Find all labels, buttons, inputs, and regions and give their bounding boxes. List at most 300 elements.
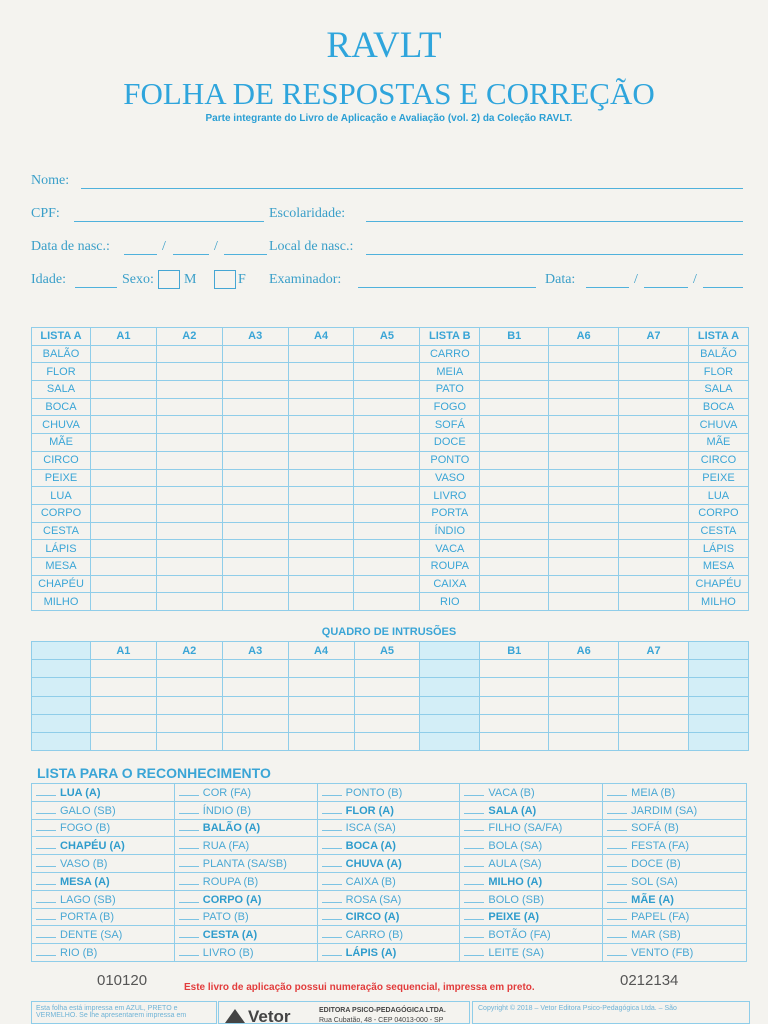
lista-b-word: RIO — [420, 593, 480, 611]
response-cell[interactable] — [354, 363, 420, 381]
recognition-item[interactable] — [32, 855, 175, 873]
response-cell[interactable] — [549, 487, 619, 505]
response-cell[interactable] — [156, 363, 222, 381]
recognition-item[interactable] — [32, 944, 175, 962]
response-cell[interactable] — [480, 363, 549, 381]
response-cell[interactable] — [480, 434, 549, 452]
response-cell[interactable] — [354, 487, 420, 505]
response-cell[interactable] — [90, 381, 156, 399]
response-cell[interactable] — [354, 434, 420, 452]
response-cell[interactable] — [222, 416, 288, 434]
response-cell[interactable] — [222, 593, 288, 611]
publisher-address: Rua Cubatão, 48 - CEP 04013-000 - SP — [319, 1017, 444, 1024]
response-cell[interactable] — [619, 504, 689, 522]
recognition-item[interactable] — [174, 801, 317, 819]
intrusion-cell[interactable] — [619, 714, 689, 732]
recognition-item[interactable] — [174, 855, 317, 873]
intrusion-cell[interactable] — [549, 714, 619, 732]
idade-field[interactable] — [75, 287, 117, 288]
recognition-item[interactable] — [460, 872, 603, 890]
response-cell[interactable] — [549, 416, 619, 434]
answer-blank[interactable] — [179, 910, 199, 920]
recognition-item[interactable] — [317, 944, 460, 962]
response-cell[interactable] — [619, 575, 689, 593]
recognition-item[interactable] — [32, 819, 175, 837]
recognition-word: BOLA (SA) — [488, 840, 543, 853]
recognition-item[interactable] — [603, 801, 747, 819]
recognition-item[interactable] — [460, 855, 603, 873]
response-cell[interactable] — [90, 345, 156, 363]
response-cell[interactable] — [222, 451, 288, 469]
recognition-title: LISTA PARA O RECONHECIMENTO — [37, 765, 271, 781]
intrusion-cell[interactable] — [619, 660, 689, 678]
recognition-item[interactable] — [174, 944, 317, 962]
recognition-item[interactable] — [460, 819, 603, 837]
response-cell[interactable] — [222, 557, 288, 575]
response-cell[interactable] — [354, 522, 420, 540]
answer-blank[interactable] — [322, 910, 342, 920]
answer-blank[interactable] — [36, 786, 56, 796]
answer-blank[interactable] — [179, 857, 199, 867]
response-cell[interactable] — [354, 593, 420, 611]
recognition-word: FLOR (A) — [345, 804, 394, 817]
recognition-word: PATO (B) — [202, 911, 249, 924]
answer-blank[interactable] — [179, 786, 199, 796]
intrusion-cell[interactable] — [549, 660, 619, 678]
response-cell[interactable] — [156, 487, 222, 505]
answer-blank[interactable] — [322, 804, 342, 814]
response-cell[interactable] — [480, 593, 549, 611]
response-cell[interactable] — [549, 381, 619, 399]
response-cell[interactable] — [288, 557, 354, 575]
intrusion-cell[interactable] — [156, 696, 222, 714]
answer-blank[interactable] — [322, 946, 342, 956]
answer-blank[interactable] — [464, 821, 484, 831]
answer-blank[interactable] — [322, 928, 342, 938]
response-cell[interactable] — [619, 451, 689, 469]
answer-blank[interactable] — [322, 893, 342, 903]
recognition-item[interactable] — [317, 908, 460, 926]
response-cell[interactable] — [222, 504, 288, 522]
response-cell[interactable] — [288, 593, 354, 611]
answer-blank[interactable] — [322, 839, 342, 849]
intrusion-cell[interactable] — [90, 678, 156, 696]
response-cell[interactable] — [549, 540, 619, 558]
answer-blank[interactable] — [607, 786, 627, 796]
recognition-item[interactable] — [174, 926, 317, 944]
response-cell[interactable] — [619, 469, 689, 487]
response-cell[interactable] — [288, 522, 354, 540]
response-cell[interactable] — [156, 381, 222, 399]
response-cell[interactable] — [480, 381, 549, 399]
recognition-item[interactable] — [317, 784, 460, 802]
response-cell[interactable] — [480, 557, 549, 575]
response-cell[interactable] — [288, 434, 354, 452]
response-cell[interactable] — [549, 504, 619, 522]
answer-blank[interactable] — [464, 839, 484, 849]
recognition-item[interactable] — [32, 926, 175, 944]
recognition-item[interactable] — [460, 926, 603, 944]
answer-blank[interactable] — [36, 893, 56, 903]
answer-blank[interactable] — [36, 857, 56, 867]
response-cell[interactable] — [90, 469, 156, 487]
recognition-item[interactable] — [32, 890, 175, 908]
intrusion-cell[interactable] — [549, 678, 619, 696]
intrusion-cell[interactable] — [549, 696, 619, 714]
response-cell[interactable] — [549, 363, 619, 381]
recognition-item[interactable] — [317, 890, 460, 908]
response-cell[interactable] — [156, 416, 222, 434]
response-cell[interactable] — [288, 381, 354, 399]
answer-blank[interactable] — [179, 804, 199, 814]
response-cell[interactable] — [480, 540, 549, 558]
intrusion-cell[interactable] — [288, 696, 354, 714]
answer-blank[interactable] — [464, 875, 484, 885]
response-cell[interactable] — [90, 487, 156, 505]
answer-blank[interactable] — [36, 839, 56, 849]
response-cell[interactable] — [90, 504, 156, 522]
data-nasc-month-field[interactable] — [173, 254, 209, 255]
response-cell[interactable] — [619, 416, 689, 434]
intrusion-cell[interactable] — [90, 660, 156, 678]
lista-a-word: LUA — [688, 487, 748, 505]
response-cell[interactable] — [619, 363, 689, 381]
recognition-word: BOTÃO (FA) — [488, 929, 551, 942]
response-cell[interactable] — [549, 345, 619, 363]
recognition-item[interactable] — [460, 837, 603, 855]
response-cell[interactable] — [354, 381, 420, 399]
response-cell[interactable] — [288, 363, 354, 381]
recognition-item[interactable] — [460, 784, 603, 802]
response-cell[interactable] — [480, 451, 549, 469]
response-cell[interactable] — [156, 434, 222, 452]
recognition-item[interactable] — [317, 837, 460, 855]
response-cell[interactable] — [222, 363, 288, 381]
intrusion-cell[interactable] — [354, 696, 420, 714]
recognition-word: MESA (A) — [60, 875, 110, 888]
response-cell[interactable] — [222, 575, 288, 593]
answer-blank[interactable] — [607, 804, 627, 814]
recognition-item[interactable] — [603, 784, 747, 802]
response-cell[interactable] — [90, 575, 156, 593]
response-cell[interactable] — [549, 522, 619, 540]
response-cell[interactable] — [619, 345, 689, 363]
response-cell[interactable] — [549, 398, 619, 416]
lista-a-word: BOCA — [32, 398, 91, 416]
sexo-m-checkbox[interactable] — [158, 270, 180, 289]
response-cell[interactable] — [90, 540, 156, 558]
recognition-item[interactable] — [317, 801, 460, 819]
response-cell[interactable] — [549, 469, 619, 487]
response-cell[interactable] — [354, 504, 420, 522]
answer-blank[interactable] — [36, 910, 56, 920]
response-cell[interactable] — [288, 345, 354, 363]
response-cell[interactable] — [288, 504, 354, 522]
answer-blank[interactable] — [36, 875, 56, 885]
response-cell[interactable] — [156, 504, 222, 522]
intrusion-cell[interactable] — [156, 714, 222, 732]
answer-blank[interactable] — [179, 946, 199, 956]
response-cell[interactable] — [156, 540, 222, 558]
response-cell[interactable] — [549, 575, 619, 593]
intrusion-cell[interactable] — [549, 732, 619, 750]
intrusion-cell[interactable] — [619, 696, 689, 714]
response-cell[interactable] — [222, 345, 288, 363]
response-cell[interactable] — [619, 381, 689, 399]
answer-blank[interactable] — [322, 786, 342, 796]
response-cell[interactable] — [480, 416, 549, 434]
response-cell[interactable] — [90, 451, 156, 469]
intrusion-cell[interactable] — [90, 714, 156, 732]
response-cell[interactable] — [156, 522, 222, 540]
recognition-item[interactable] — [32, 837, 175, 855]
answer-blank[interactable] — [607, 875, 627, 885]
response-cell[interactable] — [549, 593, 619, 611]
answer-blank[interactable] — [607, 893, 627, 903]
recognition-item[interactable] — [460, 908, 603, 926]
answer-blank[interactable] — [607, 857, 627, 867]
response-cell[interactable] — [354, 451, 420, 469]
response-cell[interactable] — [354, 345, 420, 363]
intrusion-cell[interactable] — [480, 660, 549, 678]
recognition-item[interactable] — [460, 801, 603, 819]
date-separator: / — [214, 239, 218, 254]
recognition-item[interactable] — [317, 872, 460, 890]
response-cell[interactable] — [619, 398, 689, 416]
answer-blank[interactable] — [322, 857, 342, 867]
answer-blank[interactable] — [179, 928, 199, 938]
response-cell[interactable] — [156, 593, 222, 611]
response-cell[interactable] — [90, 522, 156, 540]
response-cell[interactable] — [288, 487, 354, 505]
response-cell[interactable] — [480, 469, 549, 487]
response-cell[interactable] — [619, 540, 689, 558]
recognition-item[interactable] — [317, 926, 460, 944]
answer-blank[interactable] — [464, 857, 484, 867]
answer-blank[interactable] — [322, 875, 342, 885]
recognition-item[interactable] — [174, 872, 317, 890]
lista-a-word: MESA — [32, 557, 91, 575]
recognition-item[interactable] — [32, 784, 175, 802]
response-cell[interactable] — [90, 398, 156, 416]
response-cell[interactable] — [480, 575, 549, 593]
recognition-item[interactable] — [460, 944, 603, 962]
response-cell[interactable] — [222, 540, 288, 558]
examinador-field[interactable] — [358, 287, 536, 288]
table-row — [32, 819, 747, 837]
intrusions-title: QUADRO DE INTRUSÕES — [321, 626, 457, 638]
intrusion-cell[interactable] — [288, 714, 354, 732]
response-cell[interactable] — [619, 522, 689, 540]
recognition-item[interactable] — [603, 819, 747, 837]
response-cell[interactable] — [619, 557, 689, 575]
response-cell[interactable] — [90, 593, 156, 611]
response-cell[interactable] — [90, 416, 156, 434]
cpf-field[interactable] — [74, 221, 264, 222]
answer-blank[interactable] — [36, 821, 56, 831]
response-cell[interactable] — [549, 557, 619, 575]
response-cell[interactable] — [619, 434, 689, 452]
response-cell[interactable] — [619, 593, 689, 611]
response-cell[interactable] — [354, 469, 420, 487]
response-cell[interactable] — [288, 469, 354, 487]
response-cell[interactable] — [480, 487, 549, 505]
recognition-word: FILHO (SA/FA) — [488, 822, 563, 835]
intrusion-cell[interactable] — [354, 660, 420, 678]
recognition-item[interactable] — [32, 801, 175, 819]
intrusion-cell[interactable] — [480, 678, 549, 696]
response-cell[interactable] — [480, 345, 549, 363]
sexo-label: Sexo: — [122, 272, 154, 287]
recognition-item[interactable] — [603, 855, 747, 873]
response-cell[interactable] — [288, 575, 354, 593]
recognition-item[interactable] — [460, 890, 603, 908]
response-cell[interactable] — [156, 345, 222, 363]
answer-blank[interactable] — [179, 839, 199, 849]
intrusion-cell[interactable] — [90, 732, 156, 750]
recognition-item[interactable] — [603, 944, 747, 962]
response-cell[interactable] — [288, 540, 354, 558]
answer-blank[interactable] — [464, 786, 484, 796]
answer-blank[interactable] — [607, 946, 627, 956]
recognition-item[interactable] — [32, 908, 175, 926]
answer-blank[interactable] — [36, 804, 56, 814]
recognition-word: PORTA (B) — [60, 911, 114, 924]
data-nasc-year-field[interactable] — [224, 254, 267, 255]
response-cell[interactable] — [354, 416, 420, 434]
nome-field[interactable] — [81, 188, 743, 189]
answer-blank[interactable] — [607, 821, 627, 831]
response-cell[interactable] — [288, 451, 354, 469]
data-year-field[interactable] — [703, 287, 743, 288]
intrusion-cell[interactable] — [480, 732, 549, 750]
intrusion-cell[interactable] — [288, 660, 354, 678]
data-day-field[interactable] — [586, 287, 629, 288]
recognition-item[interactable] — [603, 872, 747, 890]
answer-blank[interactable] — [464, 910, 484, 920]
recognition-word: JARDIM (SA) — [631, 804, 698, 817]
answer-blank[interactable] — [36, 946, 56, 956]
recognition-item[interactable] — [32, 872, 175, 890]
table-row — [32, 522, 749, 540]
response-cell[interactable] — [222, 434, 288, 452]
intrusion-cell[interactable] — [222, 732, 288, 750]
answer-blank[interactable] — [464, 946, 484, 956]
response-cell[interactable] — [354, 557, 420, 575]
response-cell[interactable] — [222, 487, 288, 505]
data-month-field[interactable] — [644, 287, 688, 288]
answer-blank[interactable] — [607, 928, 627, 938]
intrusion-cell[interactable] — [354, 678, 420, 696]
intrusion-cell[interactable] — [90, 696, 156, 714]
answer-blank[interactable] — [464, 893, 484, 903]
response-cell[interactable] — [480, 504, 549, 522]
response-cell[interactable] — [354, 398, 420, 416]
response-cell[interactable] — [222, 381, 288, 399]
intrusion-cell[interactable] — [156, 678, 222, 696]
response-cell[interactable] — [549, 434, 619, 452]
response-cell[interactable] — [354, 575, 420, 593]
escolaridade-field[interactable] — [366, 221, 743, 222]
answer-blank[interactable] — [607, 839, 627, 849]
table-header-row — [32, 642, 749, 660]
recognition-item[interactable] — [317, 855, 460, 873]
response-cell[interactable] — [90, 434, 156, 452]
answer-blank[interactable] — [322, 821, 342, 831]
intrusion-cell[interactable] — [156, 660, 222, 678]
recognition-item[interactable] — [603, 908, 747, 926]
recognition-item[interactable] — [317, 819, 460, 837]
answer-blank[interactable] — [36, 928, 56, 938]
intrusion-cell[interactable] — [480, 714, 549, 732]
intrusion-cell[interactable] — [288, 678, 354, 696]
intrusion-cell[interactable] — [288, 732, 354, 750]
response-cell[interactable] — [90, 557, 156, 575]
intrusion-cell[interactable] — [156, 732, 222, 750]
recognition-item[interactable] — [174, 837, 317, 855]
answer-blank[interactable] — [179, 893, 199, 903]
data-nasc-day-field[interactable] — [124, 254, 157, 255]
recognition-item[interactable] — [174, 819, 317, 837]
recognition-item[interactable] — [603, 837, 747, 855]
response-cell[interactable] — [156, 575, 222, 593]
recognition-item[interactable] — [603, 926, 747, 944]
response-cell[interactable] — [480, 398, 549, 416]
response-cell[interactable] — [288, 398, 354, 416]
local-nasc-field[interactable] — [366, 254, 743, 255]
intrusion-cell[interactable] — [354, 714, 420, 732]
intrusion-cell[interactable] — [354, 732, 420, 750]
answer-blank[interactable] — [464, 928, 484, 938]
response-cell[interactable] — [222, 469, 288, 487]
response-cell[interactable] — [480, 522, 549, 540]
intrusion-cell[interactable] — [222, 678, 288, 696]
copyright-text: Copyright © 2018 – Vetor Editora Psico-Pedagógica Ltda. – São — [478, 1005, 677, 1012]
response-cell[interactable] — [222, 398, 288, 416]
recognition-item[interactable] — [174, 908, 317, 926]
response-cell[interactable] — [90, 363, 156, 381]
response-cell[interactable] — [156, 557, 222, 575]
lista-a-word: CHAPÉU — [32, 575, 91, 593]
response-cell[interactable] — [156, 469, 222, 487]
intrusion-cell[interactable] — [222, 696, 288, 714]
response-cell[interactable] — [619, 487, 689, 505]
answer-blank[interactable] — [607, 910, 627, 920]
intrusion-cell[interactable] — [222, 660, 288, 678]
recognition-word: DENTE (SA) — [60, 929, 123, 942]
recognition-item[interactable] — [174, 890, 317, 908]
recognition-word: PAPEL (FA) — [631, 911, 690, 924]
response-cell[interactable] — [288, 416, 354, 434]
lista-a-word: FLOR — [688, 363, 748, 381]
recognition-item[interactable] — [174, 784, 317, 802]
intrusion-cell[interactable] — [222, 714, 288, 732]
response-cell[interactable] — [354, 540, 420, 558]
response-cell[interactable] — [222, 522, 288, 540]
response-cell[interactable] — [549, 451, 619, 469]
intrusion-cell[interactable] — [619, 678, 689, 696]
recognition-item[interactable] — [603, 890, 747, 908]
intrusion-cell[interactable] — [480, 696, 549, 714]
response-cell[interactable] — [156, 398, 222, 416]
recognition-word: PEIXE (A) — [488, 911, 540, 924]
answer-blank[interactable] — [179, 875, 199, 885]
answer-blank[interactable] — [464, 804, 484, 814]
sexo-f-checkbox[interactable] — [214, 270, 236, 289]
intrusion-cell[interactable] — [619, 732, 689, 750]
response-cell[interactable] — [156, 451, 222, 469]
answer-blank[interactable] — [179, 821, 199, 831]
